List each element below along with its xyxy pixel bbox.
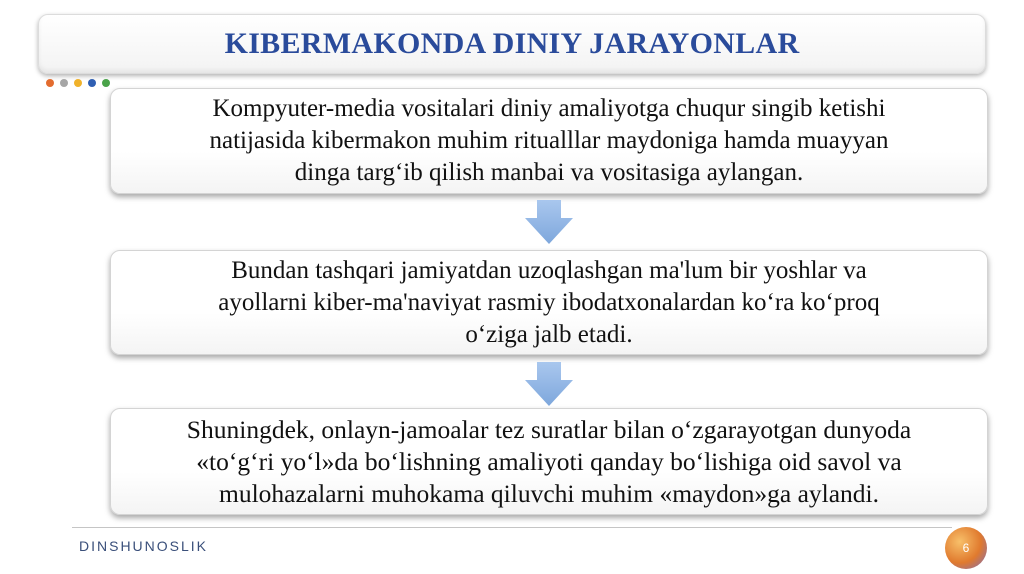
text-line: natijasida kibermakon muhim ritualllar maydoniga hamda muayyan [209,127,889,154]
page-number-badge [945,527,987,569]
dot-blue [88,79,96,87]
dot-orange [46,79,54,87]
down-arrow-icon [525,200,573,244]
text-line: mulohazalarni muhokama qiluvchi muhim «maydon»ga aylandi. [218,478,879,508]
content-box-1-text [210,93,889,189]
content-box-2 [110,250,988,355]
page-number: 6 [962,541,970,555]
content-box-3 [110,408,988,515]
text-line: «to‘g‘ri yo‘l»da bo‘lishning amaliyoti qanday bo‘lishiga oid savol va [196,446,902,476]
text-line: Shuningdek, onlayn-jamoalar tez suratlar bilan o‘zgarayotgan dunyoda [186,414,912,444]
dot-yellow [74,79,82,87]
dot-green [102,79,110,87]
content-box-2-text [218,255,879,351]
decorative-dots [46,79,110,87]
text-line: dinga targ‘ib qilish manbai va vositasiga aylangan. [294,159,804,186]
title-banner [38,14,986,74]
text-line: Bundan tashqari jamiyatdan uzoqlashgan ma'lum bir yoshlar va [231,256,867,284]
content-box-1 [110,88,988,194]
down-arrow-icon [525,362,573,406]
text-line: o‘ziga jalb etadi. [465,320,633,348]
text-line: Kompyuter-media vositalari diniy amaliyotga chuqur singib ketishi [212,95,886,122]
content-box-3-text [187,414,911,510]
text-line: ayollarni kiber-ma'naviyat rasmiy ibodatxonalardan ko‘ra ko‘proq [218,288,880,316]
dot-gray [60,79,68,87]
slide-title: KIBERMAKONDA DINIY JARAYONLAR [224,27,800,60]
footer-divider [72,527,952,528]
footer-label: DINSHUNOSLIK [79,538,209,554]
